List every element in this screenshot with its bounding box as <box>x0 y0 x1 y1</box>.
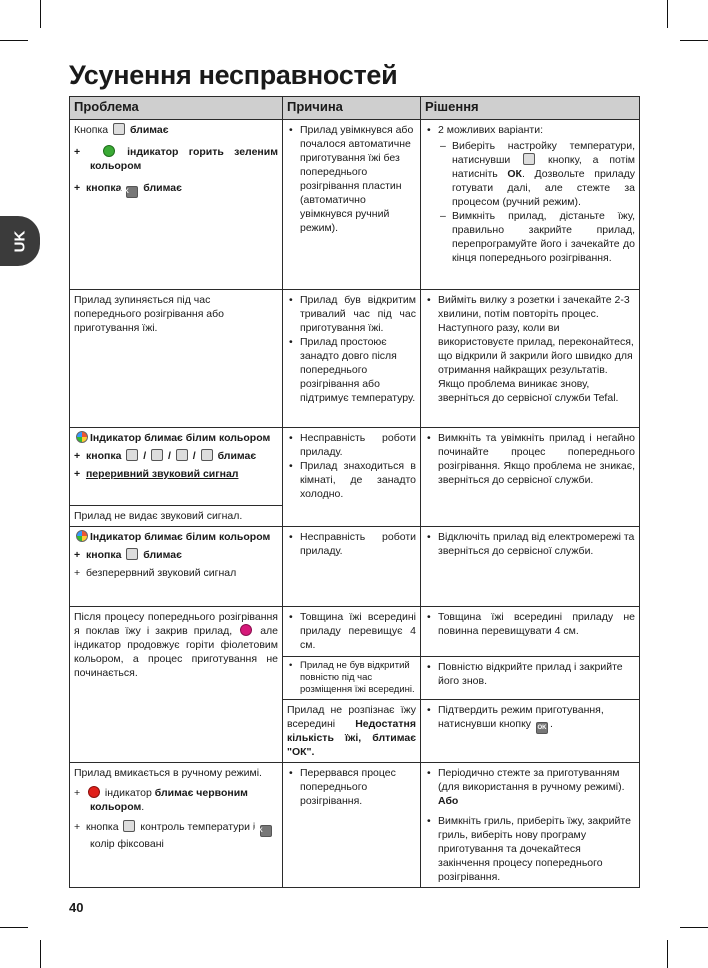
cause-cell <box>283 527 421 607</box>
solution-item: • Вимкніть та увімкніть прилад і негайно починайте процес попереднього розігрівання. Якщо проблема не зникає, зверніться до сервісної служби. <box>438 431 635 487</box>
problem-cell: Індикатор блимає білим кольором + кнопка / / / блимає + переривний звуковий сигнал <box>70 428 283 506</box>
cause-item: • Прилад увімкнувся або почалося автоматичне приготування їжі без попереднього розігрівання пластин (автоматично увімкнувся ручний режим). <box>300 123 416 235</box>
solution-cell <box>421 527 640 607</box>
problem-sub-cell: Прилад не видає звуковий сигнал. <box>70 506 283 527</box>
language-tab-label: UK <box>11 230 29 252</box>
header-cause: Причина <box>283 97 421 120</box>
problem-cell: Прилад вмикається в ручному режимі. + індикатор блимає червоним кольором. + кнопка контроль температури і OK колір фіксовані <box>70 763 283 888</box>
table-row <box>70 428 640 506</box>
cause-item: • Прилад знаходиться в кімнаті, де занадто холодно. <box>300 459 416 501</box>
crop-mark <box>40 940 41 968</box>
program-button-icon <box>126 449 138 461</box>
solution-option: – Вимкніть прилад, дістаньте їжу, правильно закрийте прилад, перепрограмуйте його і зачекайте до кінця попереднього розігрівання. <box>452 209 635 265</box>
multicolor-indicator-icon <box>76 530 88 542</box>
language-tab <box>0 216 40 266</box>
problem-cell: Індикатор блимає білим кольором + кнопка блимає + безперервний звуковий сигнал <box>70 527 283 607</box>
table-row <box>70 763 640 888</box>
solution-cell <box>421 657 640 700</box>
header-problem: Проблема <box>70 97 283 120</box>
cause-cell <box>283 763 421 888</box>
solution-cell <box>421 120 640 290</box>
cause-item: • Прилад простоює занадто довго після попереднього розігрівання або підтримує температуру. <box>300 335 416 405</box>
program-button-icon <box>176 449 188 461</box>
solution-item: • Вийміть вилку з розетки і зачекайте 2-3 хвилини, потім повторіть процес. Наступного разу, коли ви використовуєте прилад, переконайтеся, що відкрили й закрили його швидко для отримання найкращих результатів. Якщо проблема виникає знову, зверніться до сервісної служби Tefal. <box>438 293 635 405</box>
magenta-indicator-icon <box>240 624 252 636</box>
solution-cell <box>421 700 640 763</box>
solution-cell <box>421 763 640 888</box>
red-indicator-icon <box>88 786 100 798</box>
solution-item: • Вимкніть гриль, приберіть їжу, закрийте гриль, виберіть нову програму приготування та дочекайтеся закінчення процесу попереднього розігрівання. <box>438 814 635 884</box>
solution-item: • Періодично стежте за приготуванням (для використання в ручному режимі). Або <box>438 766 635 808</box>
table-row <box>70 120 640 290</box>
solution-option: – Виберіть настройку температури, натиснувши кнопку, а потім натисніть ОК. Дозвольте приладу готувати далі, але стежте за процесом (ручний режим). <box>452 139 635 209</box>
table-row <box>70 527 640 607</box>
header-solution: Рішення <box>421 97 640 120</box>
cause-item: • Несправність роботи приладу. <box>300 530 416 558</box>
multicolor-indicator-icon <box>76 431 88 443</box>
cause-item: • Товщина їжі всередині приладу перевищує 4 см. <box>300 610 416 652</box>
cause-cell <box>283 657 421 700</box>
cause-item: • Несправність роботи приладу. <box>300 431 416 459</box>
ok-button-icon: OK <box>536 722 548 734</box>
green-indicator-icon <box>103 145 115 157</box>
solution-item: • Відключіть прилад від електромережі та зверніться до сервісної служби. <box>438 530 635 558</box>
ok-button-icon: OK <box>126 186 138 198</box>
solution-cell <box>421 607 640 657</box>
table-row <box>70 290 640 428</box>
ok-button-icon: OK <box>260 825 272 837</box>
crop-mark <box>0 40 28 41</box>
solution-item: • 2 можливих варіанти: – Виберіть настройку температури, натиснувши кнопку, а потім натисніть ОК. Дозвольте приладу готувати далі, але стежте за процесом (ручний режим). – Вимкніть прилад, дістаньте їжу, правильно закрийте прилад, перепрограмуйте його і зачекайте до кінця попереднього розігрівання. <box>438 123 635 265</box>
problem-cell: Прилад зупиняється під час попереднього розігрівання або приготування їжі. <box>70 290 283 428</box>
cause-cell: Прилад не розпізнає їжу всередині Недостатня кількість їжі, блтимає "ОК". <box>283 700 421 763</box>
cause-item: • Прилад був відкритим тривалий час під час приготування їжі. <box>300 293 416 335</box>
crop-mark <box>40 0 41 28</box>
problem-cell: Кнопка блимає + індикатор горить зеленим кольором + кнопка OK блимає <box>70 120 283 290</box>
thermostat-button-icon <box>123 820 135 832</box>
table-row <box>70 607 640 657</box>
solution-item: • Товщина їжі всередині приладу не повинна перевищувати 4 см. <box>438 610 635 638</box>
page-title: Усунення несправностей <box>69 60 398 90</box>
crop-mark <box>667 0 668 28</box>
solution-cell <box>421 290 640 428</box>
cause-item: • Прилад не був відкритий повністю під час розміщення їжі всередині. <box>300 660 416 696</box>
solution-item: • Повністю відкрийте прилад і закрийте його знов. <box>438 660 635 688</box>
page-number: 40 <box>69 900 84 915</box>
thermostat-button-icon <box>113 123 125 135</box>
cause-item: • Перервався процес попереднього розігрівання. <box>300 766 416 808</box>
solution-item: • Підтвердить режим приготування, натиснувши кнопку OK . <box>438 703 635 734</box>
table-header-row <box>70 97 640 120</box>
crop-mark <box>680 40 708 41</box>
cause-cell <box>283 428 421 527</box>
program-button-icon <box>201 449 213 461</box>
troubleshooting-table <box>69 96 640 888</box>
problem-cell: Після процесу попереднього розігрівання я поклав їжу і закрив прилад, але індикатор продовжує горіти фіолетовим кольором, а процес приготування не починається. <box>70 607 283 763</box>
program-button-icon <box>126 548 138 560</box>
thermostat-button-icon <box>523 153 535 165</box>
cause-cell <box>283 120 421 290</box>
crop-mark <box>0 927 28 928</box>
cause-cell <box>283 607 421 657</box>
crop-mark <box>680 927 708 928</box>
cause-cell <box>283 290 421 428</box>
program-button-icon <box>151 449 163 461</box>
crop-mark <box>667 940 668 968</box>
solution-cell <box>421 428 640 527</box>
